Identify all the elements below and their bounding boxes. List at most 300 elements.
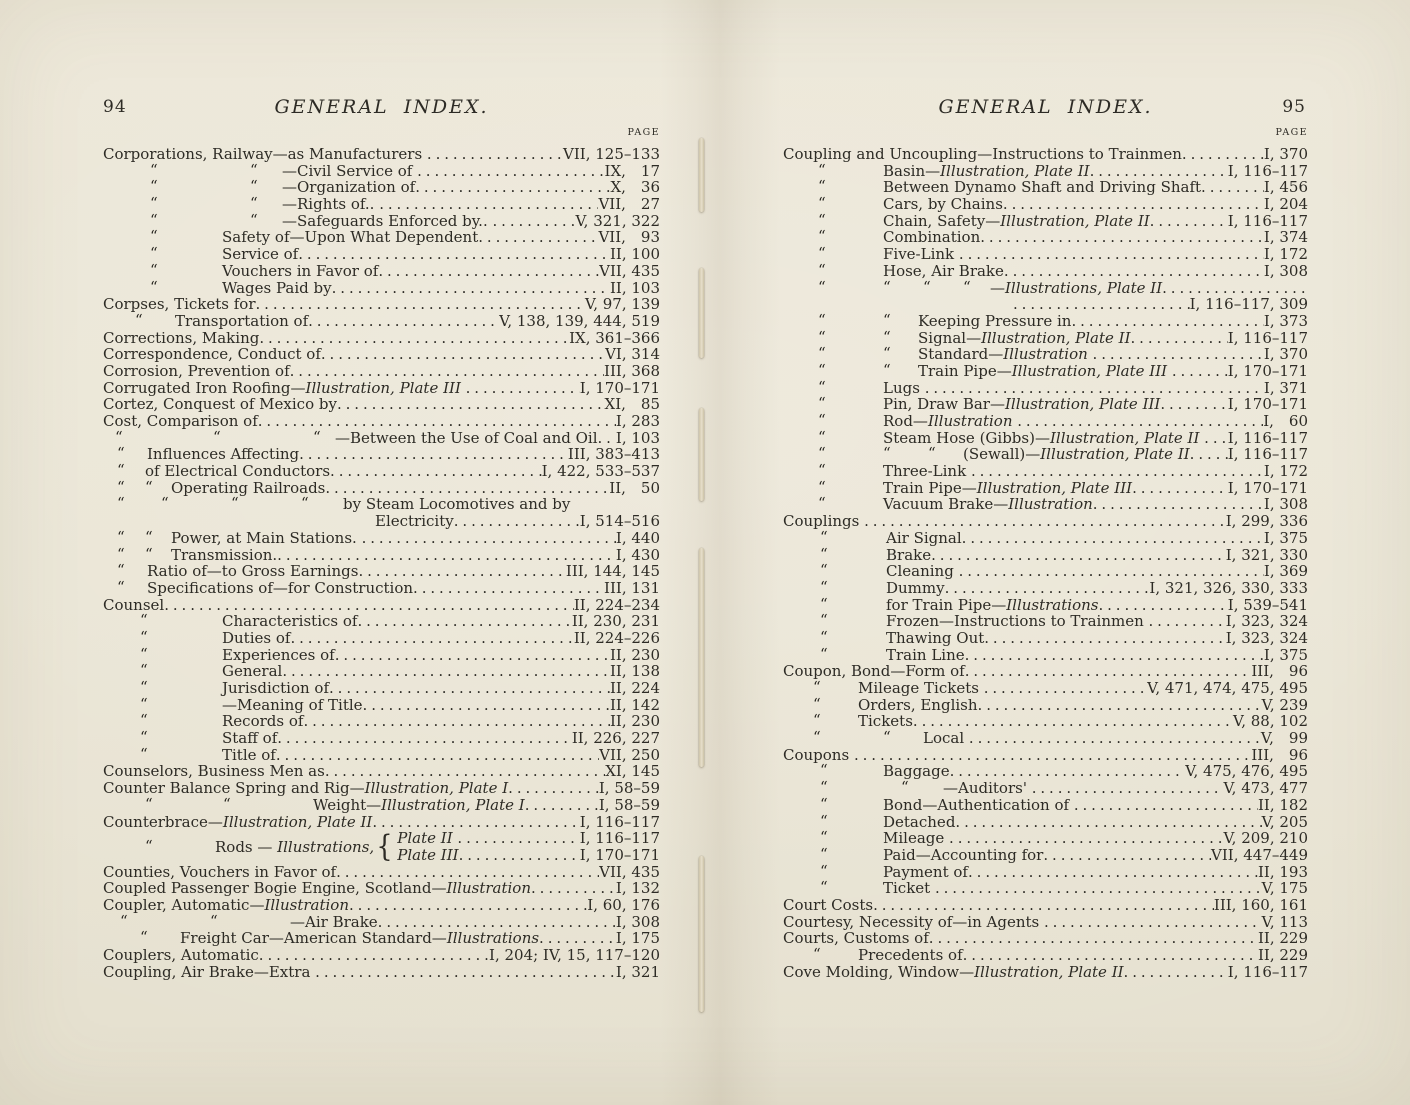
page-reference: V, 471, 474, 475, 495 bbox=[1147, 679, 1308, 697]
entry-text: Pin, Draw Bar—Illustration, Plate III bbox=[883, 395, 1161, 414]
index-entry bbox=[783, 310, 1308, 330]
ditto-mark: “ bbox=[820, 577, 828, 596]
page-reference: II, 229 bbox=[1257, 929, 1308, 948]
entry-text: Train Line bbox=[886, 645, 965, 664]
ditto-mark: “ bbox=[145, 794, 153, 813]
index-entry bbox=[783, 844, 1308, 864]
index-entry bbox=[103, 930, 660, 947]
index-entry bbox=[103, 363, 660, 380]
page-reference: IX, 361–366 bbox=[569, 328, 660, 347]
ditto-mark: “ bbox=[140, 928, 148, 947]
entry-text: Orders, English bbox=[858, 695, 978, 714]
entry-text: Safety of—Upon What Dependent bbox=[222, 228, 479, 247]
page-reference: V, 239 bbox=[1261, 695, 1308, 714]
page-reference: I, 103 bbox=[615, 428, 660, 447]
entry-text: for Train Pipe—Illustrations bbox=[886, 595, 1099, 614]
brace-glyph: { bbox=[376, 828, 393, 864]
stitch-thread bbox=[699, 138, 704, 212]
ditto-mark: “ bbox=[818, 277, 826, 296]
index-entry bbox=[103, 446, 660, 463]
index-entry bbox=[103, 744, 660, 764]
page-reference: I, 172 bbox=[1263, 462, 1308, 481]
index-entry bbox=[783, 811, 1308, 831]
page-reference: I, 440 bbox=[615, 528, 660, 547]
entry-text: Duties of bbox=[222, 628, 291, 647]
entry-text: General bbox=[222, 662, 283, 681]
page-reference: X, 36 bbox=[610, 178, 660, 197]
entry-text: Courtesy, Necessity of—in Agents bbox=[783, 912, 1044, 931]
index-entry bbox=[103, 694, 660, 714]
page-95 bbox=[783, 96, 1308, 980]
ditto-mark: “ bbox=[213, 427, 221, 446]
index-entry bbox=[783, 296, 1308, 313]
entry-text: Coupler, Automatic—Illustration bbox=[103, 895, 349, 914]
entry-text: Cars, by Chains bbox=[883, 195, 1003, 214]
ditto-mark: “ bbox=[250, 210, 258, 229]
ditto-mark: “ bbox=[250, 160, 258, 179]
page-reference: I, 283 bbox=[615, 412, 660, 430]
index-entry bbox=[103, 763, 660, 780]
brace-row: Plate II ..... I, 116–117 bbox=[397, 830, 660, 847]
ditto-mark: “ bbox=[818, 177, 826, 196]
index-entry bbox=[103, 527, 660, 547]
gutter-shading bbox=[660, 0, 780, 1105]
ditto-mark: “ bbox=[818, 327, 826, 346]
index-entry bbox=[103, 911, 660, 931]
index-entry bbox=[783, 780, 1308, 797]
page-reference: II, 103 bbox=[609, 278, 660, 297]
entry-text: Corrugated Iron Roofing—Illustration, Plate III bbox=[103, 378, 466, 397]
entry-text: Coupling and Uncoupling—Instructions to Trainmen bbox=[783, 145, 1182, 163]
page-reference: VI, 314 bbox=[605, 345, 660, 364]
ditto-mark: “ bbox=[883, 344, 891, 363]
ditto-mark: “ bbox=[140, 611, 148, 630]
index-entry bbox=[103, 296, 660, 313]
page-reference: III, 383–413 bbox=[567, 445, 660, 464]
index-entry bbox=[103, 246, 660, 263]
page-reference: III, 131 bbox=[604, 578, 660, 597]
index-entry bbox=[103, 794, 660, 814]
entry-text: Paid—Accounting for bbox=[883, 845, 1044, 864]
page-reference: I, 116–117 bbox=[579, 812, 660, 831]
ditto-mark: “ bbox=[820, 861, 828, 880]
ditto-mark: “ bbox=[820, 627, 828, 646]
ditto-mark: “ bbox=[820, 611, 828, 630]
page-reference: III, 144, 145 bbox=[565, 562, 660, 581]
index-entry bbox=[783, 663, 1308, 680]
brace-row: Plate III ..... I, 170–171 bbox=[397, 847, 660, 864]
entry-text: Payment of bbox=[883, 862, 968, 881]
ditto-mark: “ bbox=[313, 427, 321, 446]
page-reference: I, 456 bbox=[1263, 178, 1308, 197]
index-entry bbox=[783, 496, 1308, 513]
index-entry bbox=[783, 260, 1308, 280]
page-reference: I, 308 bbox=[1263, 495, 1308, 514]
page-reference: I, 116–117 bbox=[1227, 962, 1308, 981]
index-entry bbox=[783, 513, 1308, 530]
page-reference: III, 96 bbox=[1251, 662, 1308, 681]
entry-text: Counties, Vouchers in Favor of bbox=[103, 862, 337, 881]
ditto-mark: “ bbox=[117, 461, 125, 480]
ditto-mark: “ bbox=[820, 561, 828, 580]
page-reference: VII, 27 bbox=[598, 195, 660, 214]
page-header bbox=[783, 96, 1308, 120]
page-reference: I, 374 bbox=[1263, 228, 1308, 247]
page-reference: I, 370 bbox=[1263, 345, 1308, 364]
entry-text: Power, at Main Stations. bbox=[171, 528, 362, 547]
index-entry bbox=[783, 861, 1308, 881]
ditto-mark: “ bbox=[161, 494, 169, 513]
page-reference: V, 138, 139, 444, 519 bbox=[499, 311, 660, 330]
entry-text: Court Costs bbox=[783, 895, 874, 914]
index-entry bbox=[103, 947, 660, 964]
index-entry bbox=[103, 210, 660, 230]
index-entry bbox=[783, 544, 1308, 564]
page-reference: I, 308 bbox=[615, 912, 660, 931]
index-entry bbox=[783, 179, 1308, 196]
ditto-mark: “ bbox=[250, 177, 258, 196]
page-column-label: PAGE bbox=[1275, 127, 1308, 138]
ditto-mark: “ bbox=[150, 194, 158, 213]
entry-text: Operating Railroads bbox=[171, 478, 326, 497]
index-entry bbox=[783, 427, 1308, 447]
ditto-mark: “ bbox=[145, 544, 153, 563]
ditto-mark: “ bbox=[140, 627, 148, 646]
ditto-mark: “ bbox=[145, 477, 153, 496]
ditto-mark: “ bbox=[150, 260, 158, 279]
ditto-mark: “ bbox=[813, 728, 821, 747]
ditto-mark: “ bbox=[818, 260, 826, 279]
index-entry bbox=[103, 496, 660, 513]
index-entry bbox=[783, 627, 1308, 647]
ditto-mark: “ bbox=[250, 194, 258, 213]
entry-text: Rods — Illustrations, bbox=[215, 837, 375, 856]
ditto-mark: “ bbox=[883, 327, 891, 346]
page-reference: I, 375 bbox=[1263, 528, 1308, 547]
ditto-mark: “ bbox=[818, 477, 826, 496]
index-entry bbox=[103, 146, 660, 163]
ditto-mark: “ bbox=[818, 461, 826, 480]
ditto-mark: “ bbox=[818, 310, 826, 329]
page-reference: VII, 435 bbox=[599, 862, 660, 881]
ditto-mark: “ bbox=[818, 194, 826, 213]
index-entry bbox=[103, 229, 660, 246]
index-entry bbox=[103, 260, 660, 280]
ditto-mark: “ bbox=[928, 444, 936, 463]
entry-text: Train Pipe—Illustration, Plate III bbox=[918, 361, 1172, 380]
entry-text: Local bbox=[923, 729, 969, 748]
ditto-mark: “ bbox=[820, 828, 828, 847]
index-entry bbox=[783, 747, 1308, 764]
entry-text: Staff of bbox=[222, 729, 278, 748]
entry-text: Between Dynamo Shaft and Driving Shaft bbox=[883, 178, 1202, 197]
page-reference: II, 100 bbox=[609, 245, 660, 264]
index-entry bbox=[783, 577, 1308, 597]
index-entry bbox=[103, 463, 660, 480]
page-reference: I, 58–59 bbox=[598, 779, 660, 798]
ditto-mark: “ bbox=[820, 644, 828, 663]
entry-text: —Auditors' bbox=[943, 779, 1032, 798]
ditto-mark: “ bbox=[140, 678, 148, 696]
page-94 bbox=[103, 96, 660, 980]
ditto-mark: “ bbox=[818, 377, 826, 396]
ditto-mark: “ bbox=[117, 527, 125, 546]
entry-text: Specifications of—for Construction bbox=[147, 578, 414, 597]
index-entry bbox=[783, 613, 1308, 630]
page-reference: I, 204 bbox=[1263, 195, 1308, 214]
entry-text: —Civil Service of bbox=[282, 161, 418, 180]
entry-text: Coupling, Air Brake—Extra bbox=[103, 962, 316, 981]
entry-text: Couplers, Automatic bbox=[103, 946, 259, 965]
entry-text: Dummy bbox=[886, 578, 945, 597]
page-reference: I, 60 bbox=[1263, 412, 1308, 430]
ditto-mark: “ bbox=[140, 728, 148, 747]
entry-text: Ticket bbox=[883, 879, 935, 898]
entry-text: Courts, Customs of bbox=[783, 929, 929, 948]
page-reference: I, 116–117 bbox=[1227, 161, 1308, 180]
page-reference: II, 138 bbox=[609, 662, 660, 681]
entry-text: Coupled Passenger Bogie Engine, Scotland—Illustration bbox=[103, 879, 531, 898]
entry-text: by Steam Locomotives and by bbox=[343, 495, 571, 514]
index-entry bbox=[103, 780, 660, 797]
entry-text: Coupon, Bond—Form of bbox=[783, 662, 965, 681]
page-reference: VII, 125–133 bbox=[563, 145, 660, 163]
page-reference: II, 182 bbox=[1257, 795, 1308, 814]
index-entry bbox=[783, 730, 1308, 747]
entry-text: Vouchers in Favor of bbox=[222, 261, 379, 280]
ditto-mark: “ bbox=[120, 911, 128, 930]
ditto-mark: “ bbox=[223, 794, 231, 813]
page-reference: III, 96 bbox=[1251, 745, 1308, 764]
index-entry bbox=[783, 527, 1308, 547]
ditto-mark: “ bbox=[820, 844, 828, 863]
ditto-mark: “ bbox=[818, 160, 826, 179]
ditto-mark: “ bbox=[963, 277, 971, 296]
ditto-mark: “ bbox=[820, 594, 828, 613]
index-entry bbox=[783, 563, 1308, 580]
index-entry bbox=[783, 277, 1308, 297]
index-entry bbox=[103, 680, 660, 697]
page-reference: II, 224–234 bbox=[573, 595, 660, 614]
entry-text: Correspondence, Conduct of bbox=[103, 345, 321, 364]
ditto-mark: “ bbox=[820, 794, 828, 813]
page-reference: I, 323, 324 bbox=[1225, 612, 1308, 631]
page-reference: I, 170–171 bbox=[1227, 361, 1308, 380]
ditto-mark: “ bbox=[883, 360, 891, 379]
page-number: 94 bbox=[103, 97, 127, 117]
page-reference: V, 99 bbox=[1260, 729, 1308, 748]
index-entry bbox=[783, 346, 1308, 363]
entry-text: —Air Brake bbox=[290, 912, 378, 931]
page-reference: I, 60, 176 bbox=[587, 895, 660, 914]
index-entry bbox=[783, 463, 1308, 480]
ditto-mark: “ bbox=[813, 694, 821, 713]
page-reference: I, 170–171 bbox=[1227, 478, 1308, 497]
entry-text: Signal—Illustration, Plate II bbox=[918, 328, 1131, 347]
index-entry bbox=[103, 713, 660, 730]
page-reference: V, 88, 102 bbox=[1233, 712, 1308, 731]
entry-text: Cost, Comparison of bbox=[103, 412, 258, 430]
index-entry bbox=[103, 814, 660, 831]
entry-text: Frozen—Instructions to Trainmen bbox=[886, 612, 1149, 631]
entry-text: Air Signal bbox=[886, 528, 962, 547]
stitch-thread bbox=[699, 856, 704, 1012]
page-reference: I, 299, 336 bbox=[1225, 512, 1308, 531]
index-entry bbox=[783, 146, 1308, 163]
ditto-mark: “ bbox=[231, 494, 239, 513]
entry-text: Thawing Out bbox=[886, 628, 985, 647]
page-reference: I, 116–117 bbox=[1227, 428, 1308, 447]
index-entry-list bbox=[783, 146, 1308, 980]
entry-text: —Safeguards Enforced by.. bbox=[282, 211, 493, 230]
index-entry bbox=[783, 160, 1308, 180]
ditto-mark: “ bbox=[150, 227, 158, 246]
page-reference: III, 368 bbox=[604, 361, 660, 380]
entry-text: Corrosion, Prevention of bbox=[103, 361, 290, 380]
index-entry-list bbox=[103, 146, 660, 980]
index-entry bbox=[103, 544, 660, 564]
page-reference: VII, 93 bbox=[598, 228, 660, 247]
index-entry bbox=[103, 563, 660, 580]
page-reference: I, 323, 324 bbox=[1225, 628, 1308, 647]
entry-text: Cove Molding, Window—Illustration, Plate II bbox=[783, 962, 1124, 981]
entry-text: Title of bbox=[222, 745, 276, 764]
index-entry bbox=[103, 897, 660, 914]
ditto-mark: “ bbox=[818, 427, 826, 446]
page-reference: II, 230, 231 bbox=[571, 612, 660, 631]
page-reference: I, 373 bbox=[1263, 311, 1308, 330]
page-reference: I, 321, 326, 330, 333 bbox=[1149, 578, 1308, 597]
page-reference: V, 473, 477 bbox=[1223, 779, 1308, 798]
index-entry bbox=[783, 930, 1308, 947]
page-reference: I, 116–117 bbox=[1227, 211, 1308, 230]
ditto-mark: “ bbox=[145, 837, 153, 856]
page-reference: V, 321, 322 bbox=[575, 211, 660, 230]
index-entry bbox=[783, 446, 1308, 463]
index-entry bbox=[783, 644, 1308, 664]
page-reference: XI, 85 bbox=[604, 395, 660, 414]
page-reference: VII, 447–449 bbox=[1211, 845, 1308, 864]
entry-text: —Illustrations, Plate II bbox=[990, 278, 1163, 297]
page-reference: II, 224 bbox=[609, 679, 660, 697]
page-reference: I, 308 bbox=[1263, 261, 1308, 280]
page-reference: I, 116–117 bbox=[1227, 328, 1308, 347]
index-entry bbox=[783, 594, 1308, 614]
index-entry bbox=[103, 964, 660, 981]
index-entry bbox=[783, 680, 1308, 697]
page-reference: II, 226, 227 bbox=[571, 729, 660, 748]
entry-text: Service of bbox=[222, 245, 299, 264]
index-entry bbox=[103, 577, 660, 597]
page-reference: I, 58–59 bbox=[598, 795, 660, 814]
ditto-mark: “ bbox=[818, 394, 826, 413]
entry-text: Rod—Illustration bbox=[883, 412, 1018, 430]
index-entry bbox=[103, 513, 660, 530]
index-entry bbox=[103, 880, 660, 897]
index-entry bbox=[783, 246, 1308, 263]
index-entry bbox=[103, 310, 660, 330]
entry-text: Experiences of bbox=[222, 645, 335, 664]
ditto-mark: “ bbox=[820, 544, 828, 563]
entry-text: Tickets bbox=[858, 712, 913, 731]
index-entry bbox=[103, 477, 660, 497]
entry-text: Standard—Illustration bbox=[918, 345, 1093, 364]
ditto-mark: “ bbox=[150, 244, 158, 263]
ditto-mark: “ bbox=[820, 527, 828, 546]
page-reference: I, 321 bbox=[615, 962, 660, 981]
entry-text: Corpses, Tickets for bbox=[103, 295, 256, 314]
ditto-mark: “ bbox=[818, 360, 826, 379]
index-entry bbox=[103, 830, 660, 863]
index-entry bbox=[103, 160, 660, 180]
page-reference: I, 539–541 bbox=[1227, 595, 1308, 614]
entry-text: Basin—Illustration, Plate II bbox=[883, 161, 1090, 180]
ditto-mark: “ bbox=[135, 310, 143, 329]
index-entry bbox=[103, 330, 660, 347]
index-entry bbox=[783, 196, 1308, 213]
entry-text: Electricity bbox=[375, 512, 454, 531]
entry-text: Mileage Tickets bbox=[858, 679, 984, 697]
page-reference: I, 422, 533–537 bbox=[541, 462, 660, 481]
index-entry bbox=[103, 730, 660, 747]
index-entry bbox=[783, 830, 1308, 847]
ditto-mark: “ bbox=[150, 160, 158, 179]
entry-text: Five-Link bbox=[883, 245, 959, 264]
index-entry bbox=[103, 644, 660, 664]
entry-text: Counselors, Business Men as bbox=[103, 762, 325, 781]
ditto-mark: “ bbox=[901, 778, 909, 797]
ditto-mark: “ bbox=[818, 344, 826, 363]
page-reference: I, 369 bbox=[1263, 562, 1308, 581]
page-reference: II, 230 bbox=[609, 712, 660, 731]
ditto-mark: “ bbox=[115, 427, 123, 446]
entry-text: Couplings bbox=[783, 512, 865, 531]
page-reference: I, 132 bbox=[615, 879, 660, 898]
page-reference: I, 116–117, 309 bbox=[1189, 295, 1308, 314]
ditto-mark: “ bbox=[117, 444, 125, 463]
page-reference: I, 514–516 bbox=[579, 512, 660, 531]
entry-text: Precedents of bbox=[858, 946, 963, 964]
ditto-mark: “ bbox=[818, 210, 826, 229]
ditto-mark: “ bbox=[820, 778, 828, 797]
entry-text: Counter Balance Spring and Rig—Illustration, Plate I bbox=[103, 779, 509, 798]
entry-text: Baggage bbox=[883, 762, 950, 781]
page-reference: III, 160, 161 bbox=[1213, 895, 1308, 914]
index-entry bbox=[103, 380, 660, 397]
ditto-mark: “ bbox=[818, 244, 826, 263]
entry-text: Combination bbox=[883, 228, 981, 247]
index-entry bbox=[103, 864, 660, 881]
index-entry bbox=[783, 210, 1308, 230]
entry-text: —Meaning of Title bbox=[222, 695, 363, 714]
ditto-mark: “ bbox=[820, 761, 828, 780]
index-entry bbox=[103, 277, 660, 297]
page-reference: I, 371 bbox=[1263, 378, 1308, 397]
ditto-mark: “ bbox=[140, 644, 148, 663]
index-entry bbox=[783, 327, 1308, 347]
index-entry bbox=[783, 880, 1308, 897]
index-entry bbox=[783, 713, 1308, 730]
index-entry bbox=[103, 196, 660, 213]
entry-text: Freight Car—American Standard—Illustrations bbox=[180, 929, 540, 948]
index-entry bbox=[103, 597, 660, 614]
page-header bbox=[103, 96, 660, 120]
page-reference: II, 193 bbox=[1257, 862, 1308, 881]
ditto-mark: “ bbox=[813, 945, 821, 963]
entry-text: Jurisdiction of bbox=[222, 679, 330, 697]
entry-text: Wages Paid by bbox=[222, 278, 332, 297]
ditto-mark: “ bbox=[145, 527, 153, 546]
